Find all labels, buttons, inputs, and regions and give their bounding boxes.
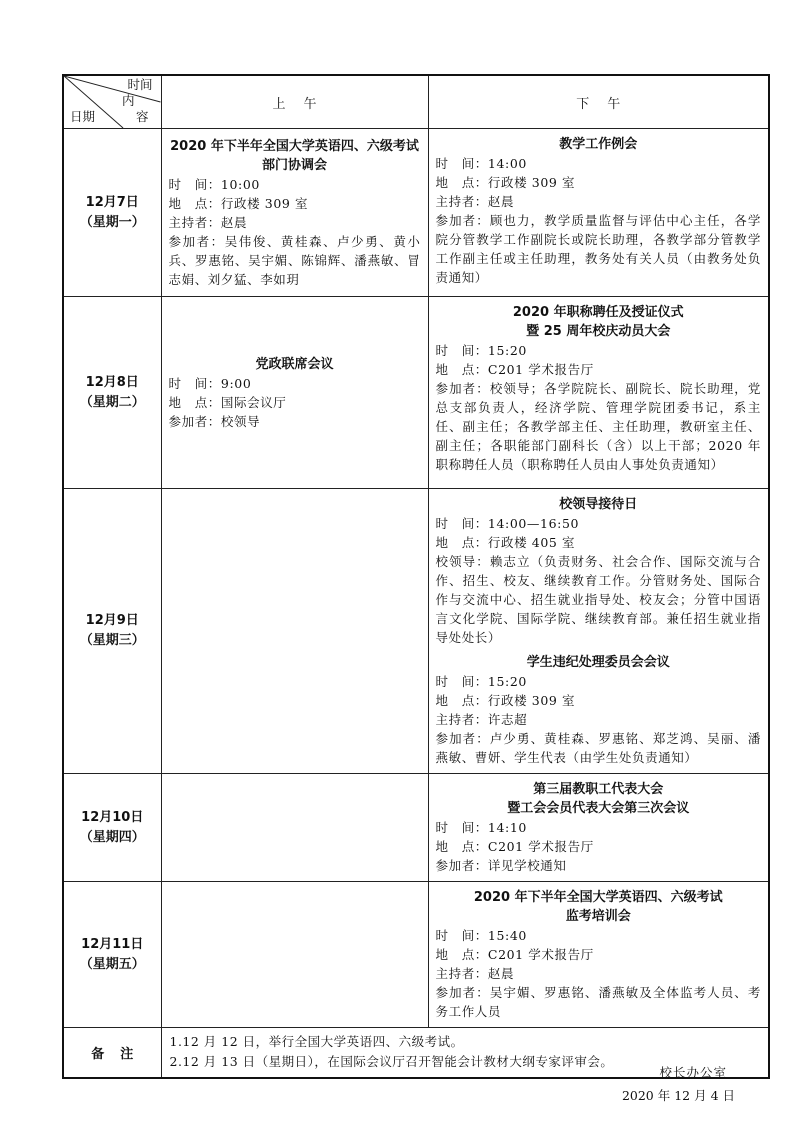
- meeting-title: 2020 年下半年全国大学英语四、六级考试: [473, 890, 723, 905]
- weekday-label: （星期三）: [79, 633, 145, 648]
- date-cell: [63, 297, 161, 489]
- meeting-item: [436, 495, 762, 647]
- date-cell: [63, 882, 161, 1028]
- meeting-detail: 地 点：行政楼 309 室: [435, 693, 576, 708]
- morning-cell: [161, 297, 428, 489]
- date-label: 12月7日: [85, 194, 139, 210]
- meeting-title: 第三届教职工代表大会: [533, 782, 664, 797]
- meeting-detail: 地 点：行政楼 405 室: [435, 535, 576, 550]
- meeting-detail: 主持者：许志超: [435, 712, 528, 727]
- remarks-label: 备注: [63, 1028, 161, 1078]
- date-label: 12月9日: [85, 613, 139, 628]
- remark-item: 1.12 月 12 日，举行全国大学英语四、六级考试。: [169, 1034, 464, 1050]
- afternoon-cell: [428, 489, 769, 774]
- corner-time-label: 时间: [127, 77, 153, 92]
- meeting-title: 部门协调会: [261, 157, 327, 173]
- meeting-item: [436, 653, 762, 767]
- meeting-detail: 时 间：15:40: [435, 928, 527, 943]
- morning-header: 上午: [161, 75, 428, 129]
- meeting-detail: 校领导：赖志立（负责财务、社会合作、国际交流与合作、招生、校友、继续教育工作。分管财务处、国际合作与交流中心、招生就业指导处、校友会；分管中国语言文化学院、国际学院、继续教育部。兼任招生就业指导处处长）: [435, 554, 761, 645]
- meeting-detail: 地 点：行政楼 309 室: [435, 175, 576, 190]
- date-label: 12月10日: [81, 809, 144, 825]
- meeting-item: [436, 780, 762, 875]
- schedule-row: [63, 297, 769, 489]
- morning-cell: [161, 774, 428, 882]
- schedule-row: [63, 774, 769, 882]
- meeting-title: 2020 年职称聘任及授证仪式: [512, 305, 684, 320]
- meeting-detail: 参加者：详见学校通知: [435, 858, 567, 873]
- afternoon-cell: [428, 297, 769, 489]
- date-label: 12月8日: [85, 374, 139, 390]
- date-cell: [63, 129, 161, 297]
- meeting-detail: 主持者：赵晨: [168, 214, 248, 230]
- meeting-title: 党政联席会议: [255, 356, 334, 372]
- meeting-detail: 时 间：15:20: [435, 343, 527, 358]
- schedule-table: [62, 74, 770, 1079]
- meeting-title: 学生违纪处理委员会会议: [526, 655, 670, 670]
- meeting-detail: 时 间：10:00: [168, 176, 260, 192]
- meeting-detail: 主持者：赵晨: [435, 194, 515, 209]
- meeting-title: 校领导接待日: [559, 497, 638, 512]
- weekday-label: （星期五）: [79, 956, 145, 972]
- meeting-item: [169, 137, 421, 289]
- afternoon-cell: [428, 129, 769, 297]
- meeting-detail: 时 间：15:20: [435, 674, 527, 689]
- meeting-detail: 参加者：校领导: [168, 413, 261, 429]
- meeting-title: 教学工作例会: [559, 137, 638, 152]
- morning-cell: [161, 489, 428, 774]
- signature-office: 校长办公室: [659, 1065, 727, 1080]
- signature-date: 2020 年 12 月 4 日: [621, 1088, 735, 1103]
- afternoon-cell: [428, 774, 769, 882]
- schedule-body: [63, 75, 769, 1078]
- morning-cell: [161, 882, 428, 1028]
- corner-content-label: 内: [122, 93, 135, 108]
- afternoon-cell: [428, 882, 769, 1028]
- meeting-detail: 参加者：吴宇媚、罗惠铭、潘燕敏及全体监考人员、考务工作人员: [435, 985, 761, 1019]
- corner-header-cell: [63, 75, 161, 129]
- schedule-row: [63, 489, 769, 774]
- weekday-label: （星期一）: [79, 214, 145, 230]
- meeting-detail: 地 点：C201 学术报告厅: [435, 947, 594, 962]
- meeting-title: 暨 25 周年校庆动员大会: [526, 324, 671, 339]
- meeting-detail: 地 点：C201 学术报告厅: [435, 839, 594, 854]
- meeting-detail: 地 点：国际会议厅: [168, 394, 287, 410]
- meeting-detail: 地 点：行政楼 309 室: [168, 195, 309, 211]
- meeting-detail: 时 间：14:00: [435, 156, 527, 171]
- meeting-item: [436, 303, 762, 474]
- meeting-detail: 时 间：14:00—16:50: [435, 516, 580, 531]
- corner-rong-label: 容: [135, 109, 149, 124]
- meeting-title: 暨工会会员代表大会第三次会议: [507, 801, 690, 816]
- corner-date-label: 日期: [70, 109, 96, 124]
- meeting-item: [169, 355, 421, 431]
- meeting-detail: 主持者：赵晨: [435, 966, 515, 981]
- date-label: 12月11日: [81, 936, 144, 952]
- meeting-detail: 时 间：14:10: [435, 820, 527, 835]
- morning-cell: [161, 129, 428, 297]
- meeting-item: [436, 888, 762, 1021]
- meeting-title: 监考培训会: [565, 909, 631, 924]
- date-cell: [63, 774, 161, 882]
- remark-item: 2.12 月 13 日（星期日），在国际会议厅召开智能会计教材大纲专家评审会。: [169, 1054, 614, 1070]
- weekday-label: （星期二）: [79, 394, 145, 410]
- afternoon-header: 下午: [428, 75, 769, 129]
- meeting-detail: 时 间：9:00: [168, 375, 252, 391]
- weekday-label: （星期四）: [79, 829, 145, 845]
- meeting-detail: 参加者：吴伟俊、黄桂森、卢少勇、黄小兵、罗惠铭、吴宇媚、陈锦辉、潘燕敏、冒志娟、刘夕猛、李如玥: [168, 233, 421, 287]
- date-cell: [63, 489, 161, 774]
- meeting-detail: 地 点：C201 学术报告厅: [435, 362, 594, 377]
- meeting-title: 2020 年下半年全国大学英语四、六级考试: [170, 138, 419, 154]
- meeting-detail: 参加者：卢少勇、黄桂森、罗惠铭、郑芝鸿、吴丽、潘燕敏、曹妍、学生代表（由学生处负责通知）: [435, 731, 761, 765]
- meeting-detail: 参加者：校领导；各学院院长、副院长、院长助理，党总支部负责人，经济学院、管理学院团委书记，系主任、副主任；各教学部主任、主任助理，教研室主任、副主任；各职能部门副科长（含）以上干部；2020 年职称聘任人员（职称聘任人员由人事处负责通知）: [435, 381, 761, 472]
- header-row: [63, 75, 769, 129]
- meeting-detail: 参加者：顾也力，教学质量监督与评估中心主任，各学院分管教学工作副院长或院长助理，各教学部分管教学工作副主任或主任助理，教务处有关人员（由教务处负责通知）: [435, 213, 761, 285]
- meeting-item: [436, 135, 762, 287]
- schedule-row: [63, 882, 769, 1028]
- schedule-row: [63, 129, 769, 297]
